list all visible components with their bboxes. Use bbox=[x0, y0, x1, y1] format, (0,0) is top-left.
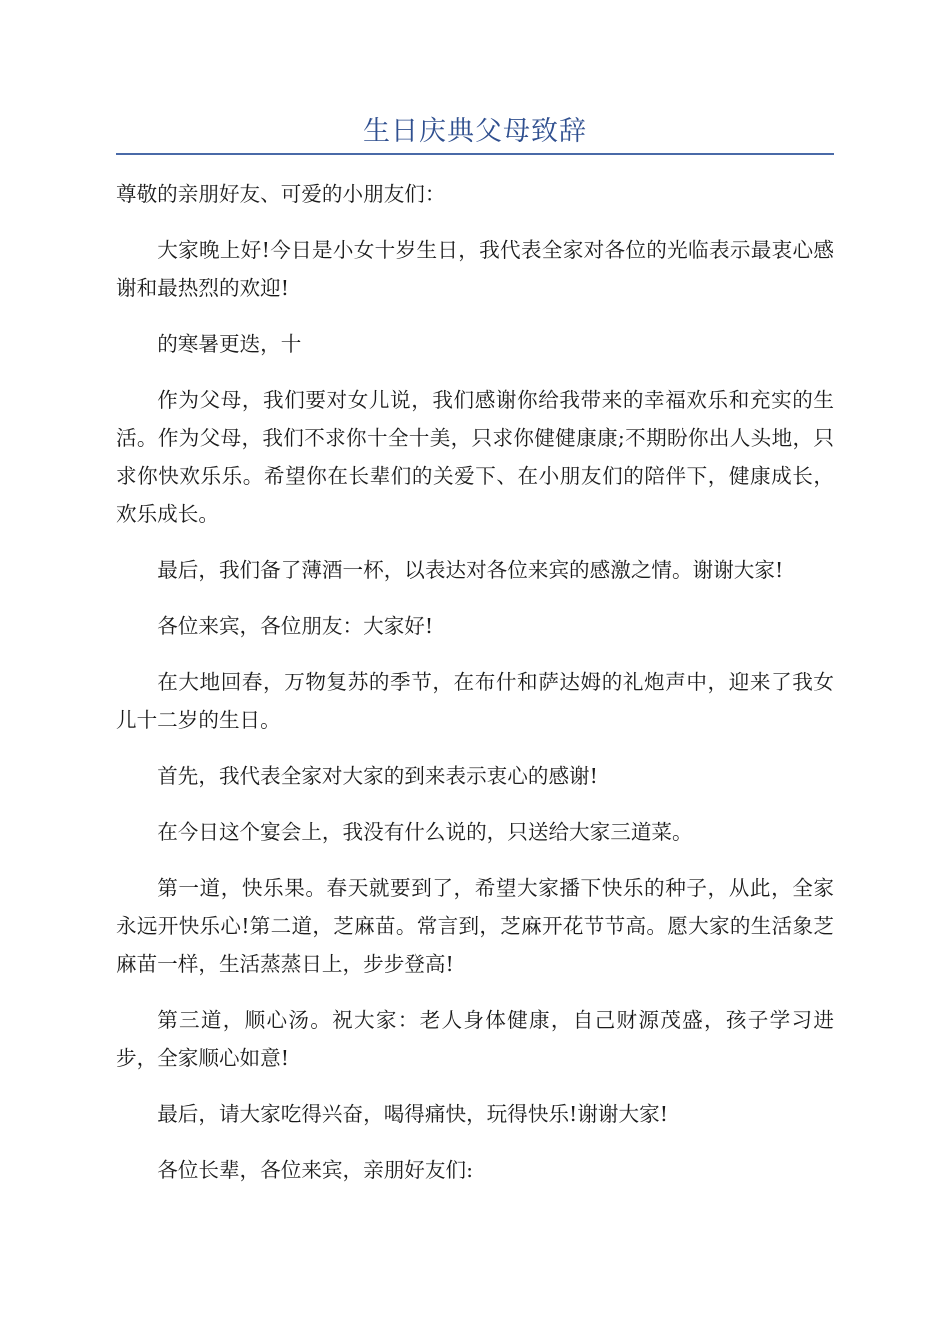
body-paragraph: 大家晚上好!今日是小女十岁生日，我代表全家对各位的光临表示最衷心感谢和最热烈的欢迎! bbox=[116, 238, 834, 300]
body-paragraph: 各位来宾，各位朋友：大家好! bbox=[157, 614, 434, 638]
body-paragraph: 在大地回春，万物复苏的季节，在布什和萨达姆的礼炮声中，迎来了我女儿十二岁的生日。 bbox=[116, 670, 834, 732]
body-paragraph: 在今日这个宴会上，我没有什么说的，只送给大家三道菜。 bbox=[157, 820, 693, 844]
body-paragraph: 首先，我代表全家对大家的到来表示衷心的感谢! bbox=[157, 764, 598, 788]
salutation-paragraph: 尊敬的亲朋好友、可爱的小朋友们： bbox=[116, 182, 446, 206]
document-title: 生日庆典父母致辞 bbox=[363, 116, 587, 147]
body-paragraph: 最后，请大家吃得兴奋，喝得痛快，玩得快乐!谢谢大家! bbox=[157, 1102, 668, 1126]
body-paragraph: 作为父母，我们要对女儿说，我们感谢你给我带来的幸福欢乐和充实的生活。作为父母，我们不求你十全十美，只求你健健康康;不期盼你出人头地，只求你快欢乐乐。希望你在长辈们的关爱下、在小朋友们的陪伴下，健康成长，欢乐成长。 bbox=[116, 388, 834, 526]
body-paragraph: 最后，我们备了薄酒一杯，以表达对各位来宾的感激之情。谢谢大家! bbox=[157, 558, 784, 582]
body-paragraph: 第三道，顺心汤。祝大家：老人身体健康，自己财源茂盛，孩子学习进步，全家顺心如意! bbox=[116, 1008, 834, 1070]
body-paragraph: 各位长辈，各位来宾，亲朋好友们: bbox=[157, 1158, 474, 1182]
body-paragraph: 的寒暑更迭，十 bbox=[157, 332, 302, 356]
title-divider bbox=[116, 153, 834, 155]
document-body bbox=[116, 175, 834, 1207]
body-paragraph: 第一道，快乐果。春天就要到了，希望大家播下快乐的种子，从此，全家永远开快乐心!第二道，芝麻苗。常言到，芝麻开花节节高。愿大家的生活象芝麻苗一样，生活蒸蒸日上，步步登高! bbox=[116, 876, 834, 976]
